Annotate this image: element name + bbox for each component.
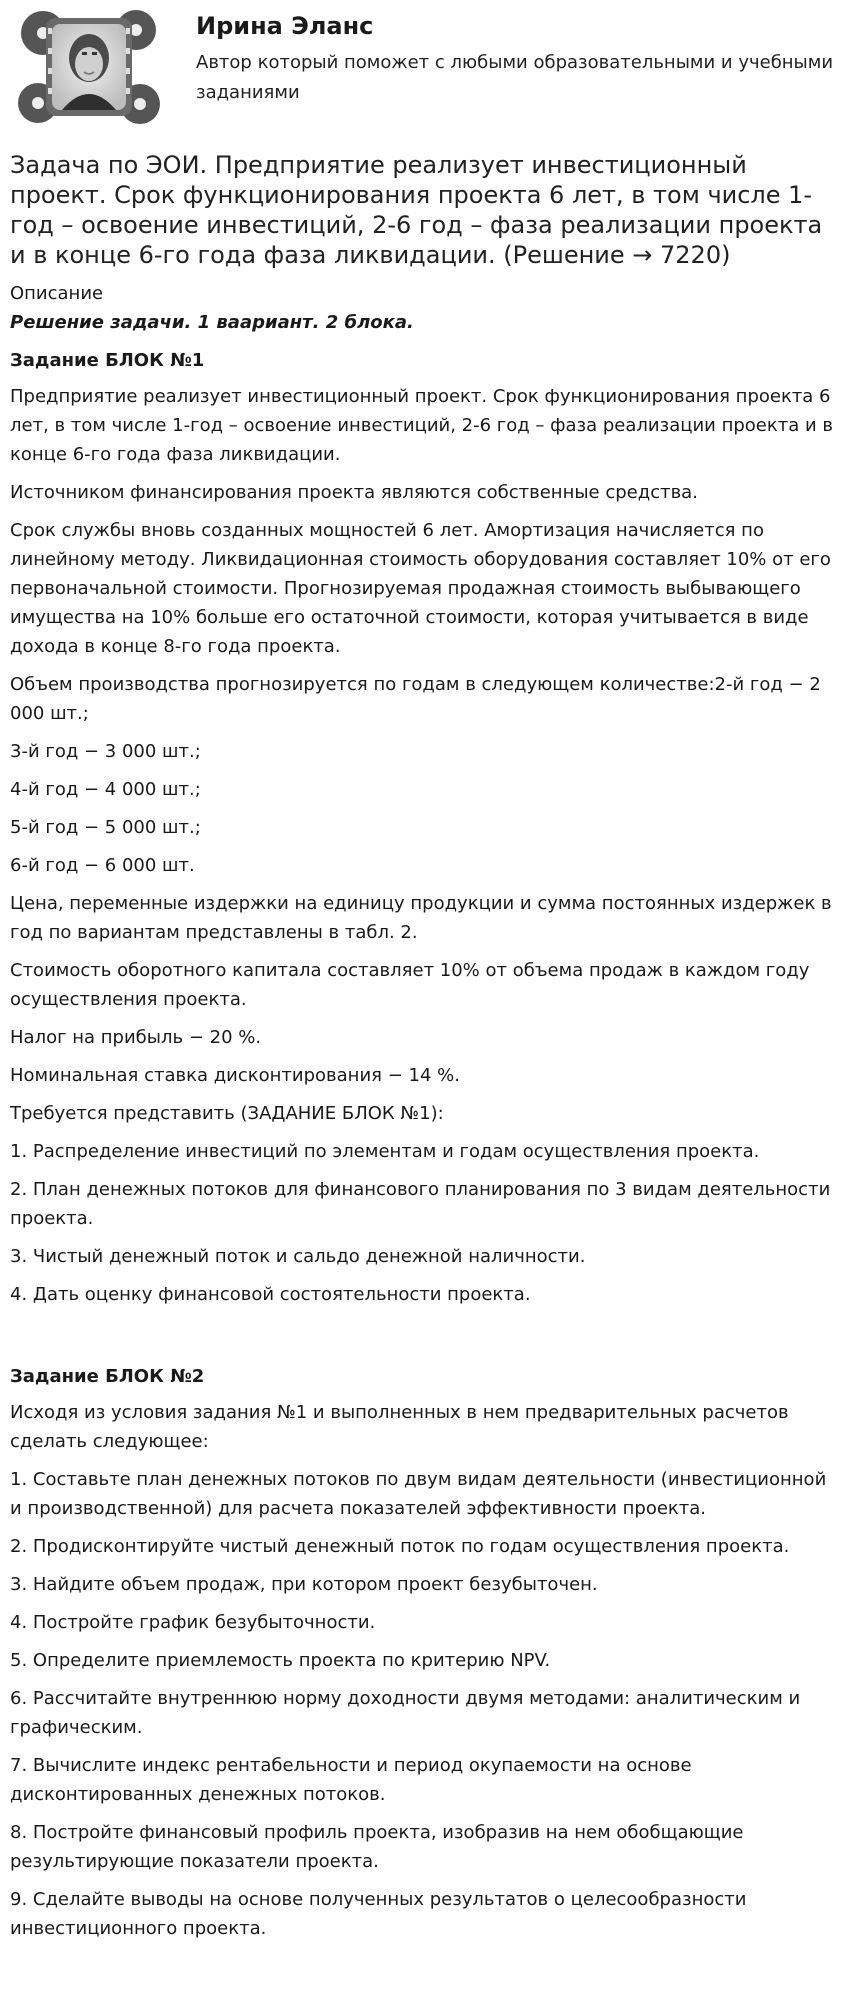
block1-paragraph: Предприятие реализует инвестиционный проект. Срок функционирования проекта 6 лет, в том числе 1-год – освоение инвестиций, 2-6 год – фаза реализации проекта и в конце 6-го года фаза ликвидации. [10,386,834,465]
block2-paragraph: 1. Составьте план денежных потоков по двум видам деятельности (инвестиционной и производственной) для расчета показателей эффективности проекта. [10,1469,827,1519]
block2-paragraph: 7. Вычислите индекс рентабельности и период окупаемости на основе дисконтированных денежных потоков. [10,1755,692,1805]
solution-subtitle: Решение задачи. 1 ваариант. 2 блока. [10,312,414,333]
block2-paragraph: 8. Постройте финансовый профиль проекта, изобразив на нем обобщающие результирующие показатели проекта. [10,1822,744,1872]
block2-heading: Задание БЛОК №2 [10,1366,205,1387]
block1-content [10,382,837,1309]
block2-paragraph: 2. Продисконтируйте чистый денежный поток по годам осуществления проекта. [10,1536,790,1557]
task-title: Задача по ЭОИ. Предприятие реализует инвестиционный проект. Срок функционирования проекта 6 лет, в том числе 1-год – освоение инвестиций, 2-6 год – фаза реализации проекта и в конце 6-го года фаза ликвидации. (Решение → 7220) [10,151,823,269]
block2-paragraph: 4. Постройте график безубыточности. [10,1612,376,1633]
block1-paragraph: Требуется представить (ЗАДАНИЕ БЛОК №1): [10,1103,444,1124]
block1-heading: Задание БЛОК №1 [10,350,205,371]
block2-content [10,1398,837,1943]
block1-paragraph: 3-й год − 3 000 шт.; [10,741,201,762]
block2-paragraph: 6. Рассчитайте внутреннюю норму доходности двумя методами: аналитическим и графическим. [10,1688,801,1738]
author-avatar[interactable] [18,8,160,126]
author-info [196,8,836,108]
section-spacer [10,1318,837,1354]
block1-paragraph: 4-й год − 4 000 шт.; [10,779,201,800]
block1-paragraph: Срок службы вновь созданных мощностей 6 лет. Амортизация начисляется по линейному методу. Ликвидационная стоимость оборудования составляет 10% от его первоначальной стоимости. Прогнозируемая продажная стоимость выбывающего имущества на 10% больше его остаточной стоимости, которая учитывается в виде дохода в конце 8-го года проекта. [10,520,831,657]
block1-paragraph: Номинальная ставка дисконтирования − 14 %. [10,1065,460,1086]
block1-paragraph: 4. Дать оценку финансовой состоятельности проекта. [10,1284,531,1305]
author-card [10,0,837,140]
block2-paragraph: 9. Сделайте выводы на основе полученных результатов о целесообразности инвестиционного проекта. [10,1889,747,1939]
block2-paragraph: Исходя из условия задания №1 и выполненных в нем предварительных расчетов сделать следующее: [10,1402,789,1452]
block1-paragraph: Налог на прибыль − 20 %. [10,1027,262,1048]
block1-paragraph: 2. План денежных потоков для финансового планирования по 3 видам деятельности проекта. [10,1179,831,1229]
block1-paragraph: 1. Распределение инвестиций по элементам и годам осуществления проекта. [10,1141,760,1162]
description-label: Описание [10,283,104,304]
block2-paragraph: 3. Найдите объем продаж, при котором проект безубыточен. [10,1574,598,1595]
block1-paragraph: Объем производства прогнозируется по годам в следующем количестве:2-й год − 2 000 шт.; [10,674,821,724]
block2-paragraph: 5. Определите приемлемость проекта по критерию NPV. [10,1650,551,1671]
block1-paragraph: Стоимость оборотного капитала составляет 10% от объема продаж в каждом году осуществления проекта. [10,960,810,1010]
author-description: Автор который поможет с любыми образовательными и учебными заданиями [196,52,834,103]
block1-paragraph: 3. Чистый денежный поток и сальдо денежной наличности. [10,1246,586,1267]
block1-paragraph: 5-й год − 5 000 шт.; [10,817,201,838]
block1-paragraph: 6-й год − 6 000 шт. [10,855,195,876]
block1-paragraph: Источником финансирования проекта являются собственные средства. [10,482,698,503]
block1-paragraph: Цена, переменные издержки на единицу продукции и сумма постоянных издержек в год по вариантам представлены в табл. 2. [10,893,832,943]
author-name[interactable]: Ирина Эланс [196,12,374,40]
